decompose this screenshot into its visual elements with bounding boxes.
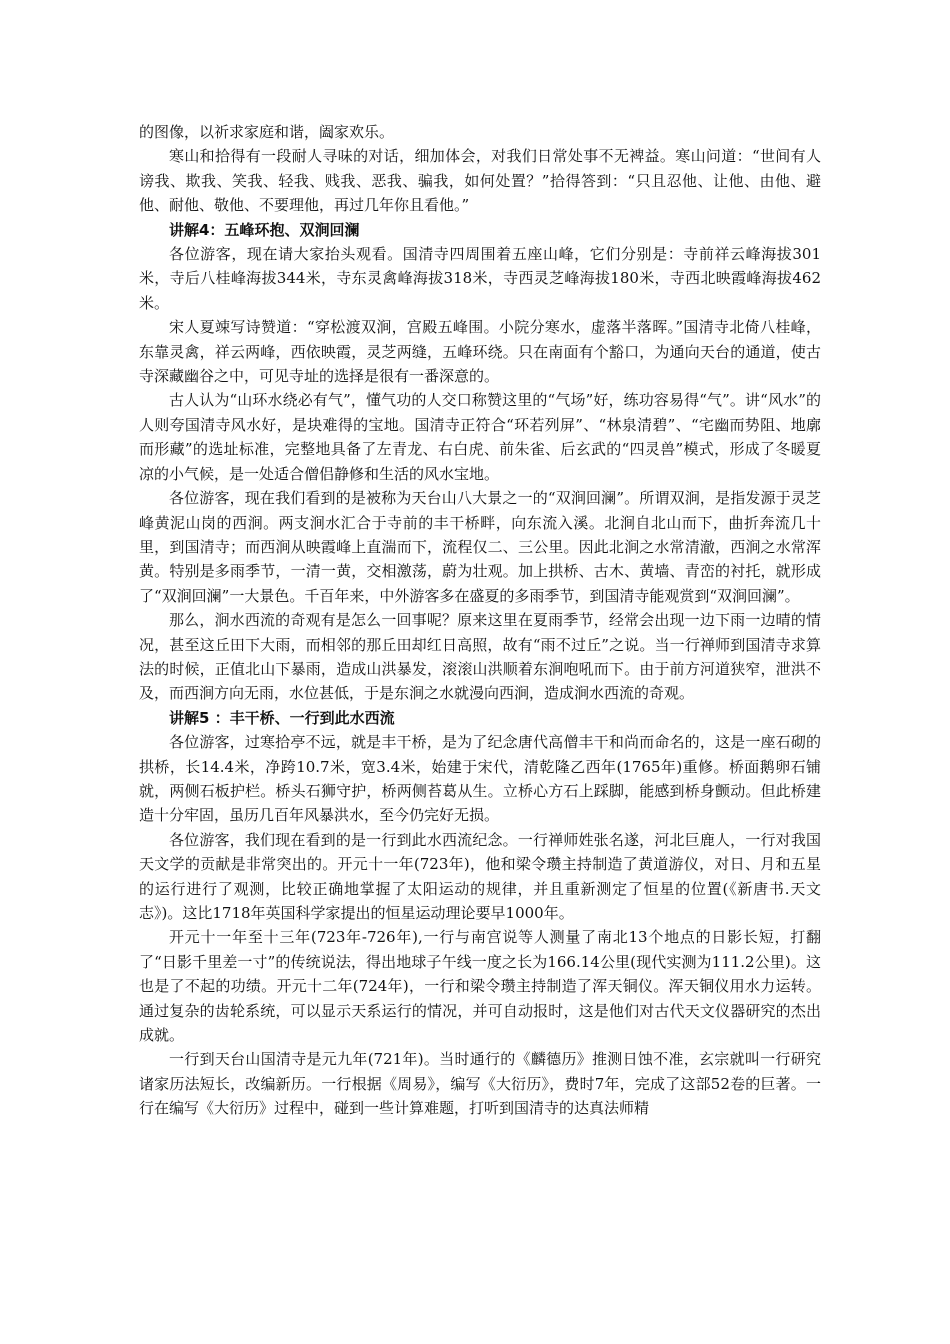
paragraph: 各位游客，现在请大家抬头观看。国清寺四周围着五座山峰，它们分别是：寺前祥云峰海拔301米，寺后八桂峰海拔344米，寺东灵禽峰海拔318米，寺西灵芝峰海拔180米，寺西北映霞峰海拔462米。 [139, 245, 821, 312]
paragraph: 各位游客，我们现在看到的是一行到此水西流纪念。一行禅师姓张名遂，河北巨鹿人，一行对我国天文学的贡献是非常突出的。开元十一年(723年)，他和梁令瓒主持制造了黄道游仪，对日、月和五星的运行进行了观测，比较正确地掌握了太阳运动的规律，并且重新测定了恒星的位置(《新唐书.天文志》)。这比1718年英国科学家提出的恒星运动理论要早1000年。 [139, 830, 821, 922]
document-page [139, 120, 821, 1121]
section-heading: 讲解5 ：丰干桥、一行到此水西流 [169, 708, 395, 727]
paragraph: 一行到天台山国清寺是元九年(721年)。当时通行的《麟德历》推测日蚀不准，玄宗就叫一行研究诸家历法短长，改编新历。一行根据《周易》，编写《大衍历》，费时7年，完成了这部52卷的巨著。一行在编写《大衍历》过程中，碰到一些计算难题，打听到国清寺的达真法师精 [139, 1050, 821, 1118]
paragraph: 的图像，以祈求家庭和谐，阖家欢乐。 [139, 123, 395, 141]
paragraph: 宋人夏竦写诗赞道：“穿松渡双涧，宫殿五峰围。小院分寒水，虚落半落晖。”国清寺北倚八桂峰，东靠灵禽，祥云两峰，西依映霞，灵芝两缝，五峰环绕。只在南面有个豁口，为通向天台的通道，使古寺深藏幽谷之中，可见寺址的选择是很有一番深意的。 [139, 318, 821, 386]
section-heading: 讲解4：五峰环抱、双涧回澜 [169, 220, 360, 239]
paragraph: 各位游客，现在我们看到的是被称为天台山八大景之一的“双涧回澜”。所谓双涧，是指发源于灵芝峰黄泥山岗的西涧。两支涧水汇合于寺前的丰干桥畔，向东流入溪。北涧自北山而下，曲折奔流几十里，到国清寺；而西涧从映霞峰上直湍而下，流程仅二、三公里。因此北涧之水常清澈，西涧之水常浑黄。特别是多雨季节，一清一黄，交相激荡，蔚为壮观。加上拱桥、古木、黄墙、青峦的衬托，就形成了“双涧回澜”一大景色。千百年来，中外游客多在盛夏的多雨季节，到国清寺能观赏到“双涧回澜”。 [139, 489, 821, 605]
paragraph: 各位游客，过寒拾亭不远，就是丰干桥，是为了纪念唐代高僧丰干和尚而命名的，这是一座石砌的拱桥，长14.4米，净跨10.7米，宽3.4米，始建于宋代，清乾隆乙西年(1765年)重修。桥面鹅卵石铺就，两侧石板护栏。桥头石狮守护，桥两侧苔葛从生。立桥心方石上踩脚，能感到桥身颤动。但此桥建造十分牢固，虽历几百年风暴洪水，至今仍完好无损。 [139, 733, 821, 825]
paragraph: 开元十一年至十三年(723年-726年),一行与南宫说等人测量了南北13个地点的日影长短，打翻了“日影千里差一寸”的传统说法，得出地球子午线一度之长为166.14公里(现代实测为111.2公里)。这也是了不起的功绩。开元十二年(724年)，一行和梁令瓒主持制造了浑天铜仪。浑天铜仪用水力运转。通过复杂的齿轮系统，可以显示天系运行的情况，并可自动报时，这是他们对古代天文仪器研究的杰出成就。 [139, 928, 821, 1045]
paragraph: 古人认为“山环水绕必有气”，懂气功的人交口称赞这里的“气场”好，练功容易得“气”。讲“风水”的人则夸国清寺风水好，是块难得的宝地。国清寺正符合“环若列屏”、“林泉清碧”、“宅幽而势阻、地廓而形藏”的选址标准，完整地具备了左青龙、右白虎、前朱雀、后玄武的“四灵兽”模式，形成了冬暖夏凉的小气候，是一处适合僧侣静修和生活的风水宝地。 [139, 391, 821, 483]
paragraph: 那么，涧水西流的奇观有是怎么一回事呢？原来这里在夏雨季节，经常会出现一边下雨一边晴的情况，甚至这丘田下大雨，而相邻的那丘田却红日高照，故有“雨不过丘”之说。当一行禅师到国清寺求算法的时候，正值北山下暴雨，造成山洪暴发，滚滚山洪顺着东涧咆吼而下。由于前方河道狭窄，泄洪不及，而西涧方向无雨，水位甚低，于是东涧之水就漫向西涧，造成涧水西流的奇观。 [139, 611, 821, 703]
paragraph: 寒山和拾得有一段耐人寻味的对话，细加体会，对我们日常处事不无裨益。寒山问道：“世间有人谤我、欺我、笑我、轻我、贱我、恶我、骗我，如何处置？”拾得答到：“只且忍他、让他、由他、避他、耐他、敬他、不要理他，再过几年你且看他。” [139, 147, 821, 215]
